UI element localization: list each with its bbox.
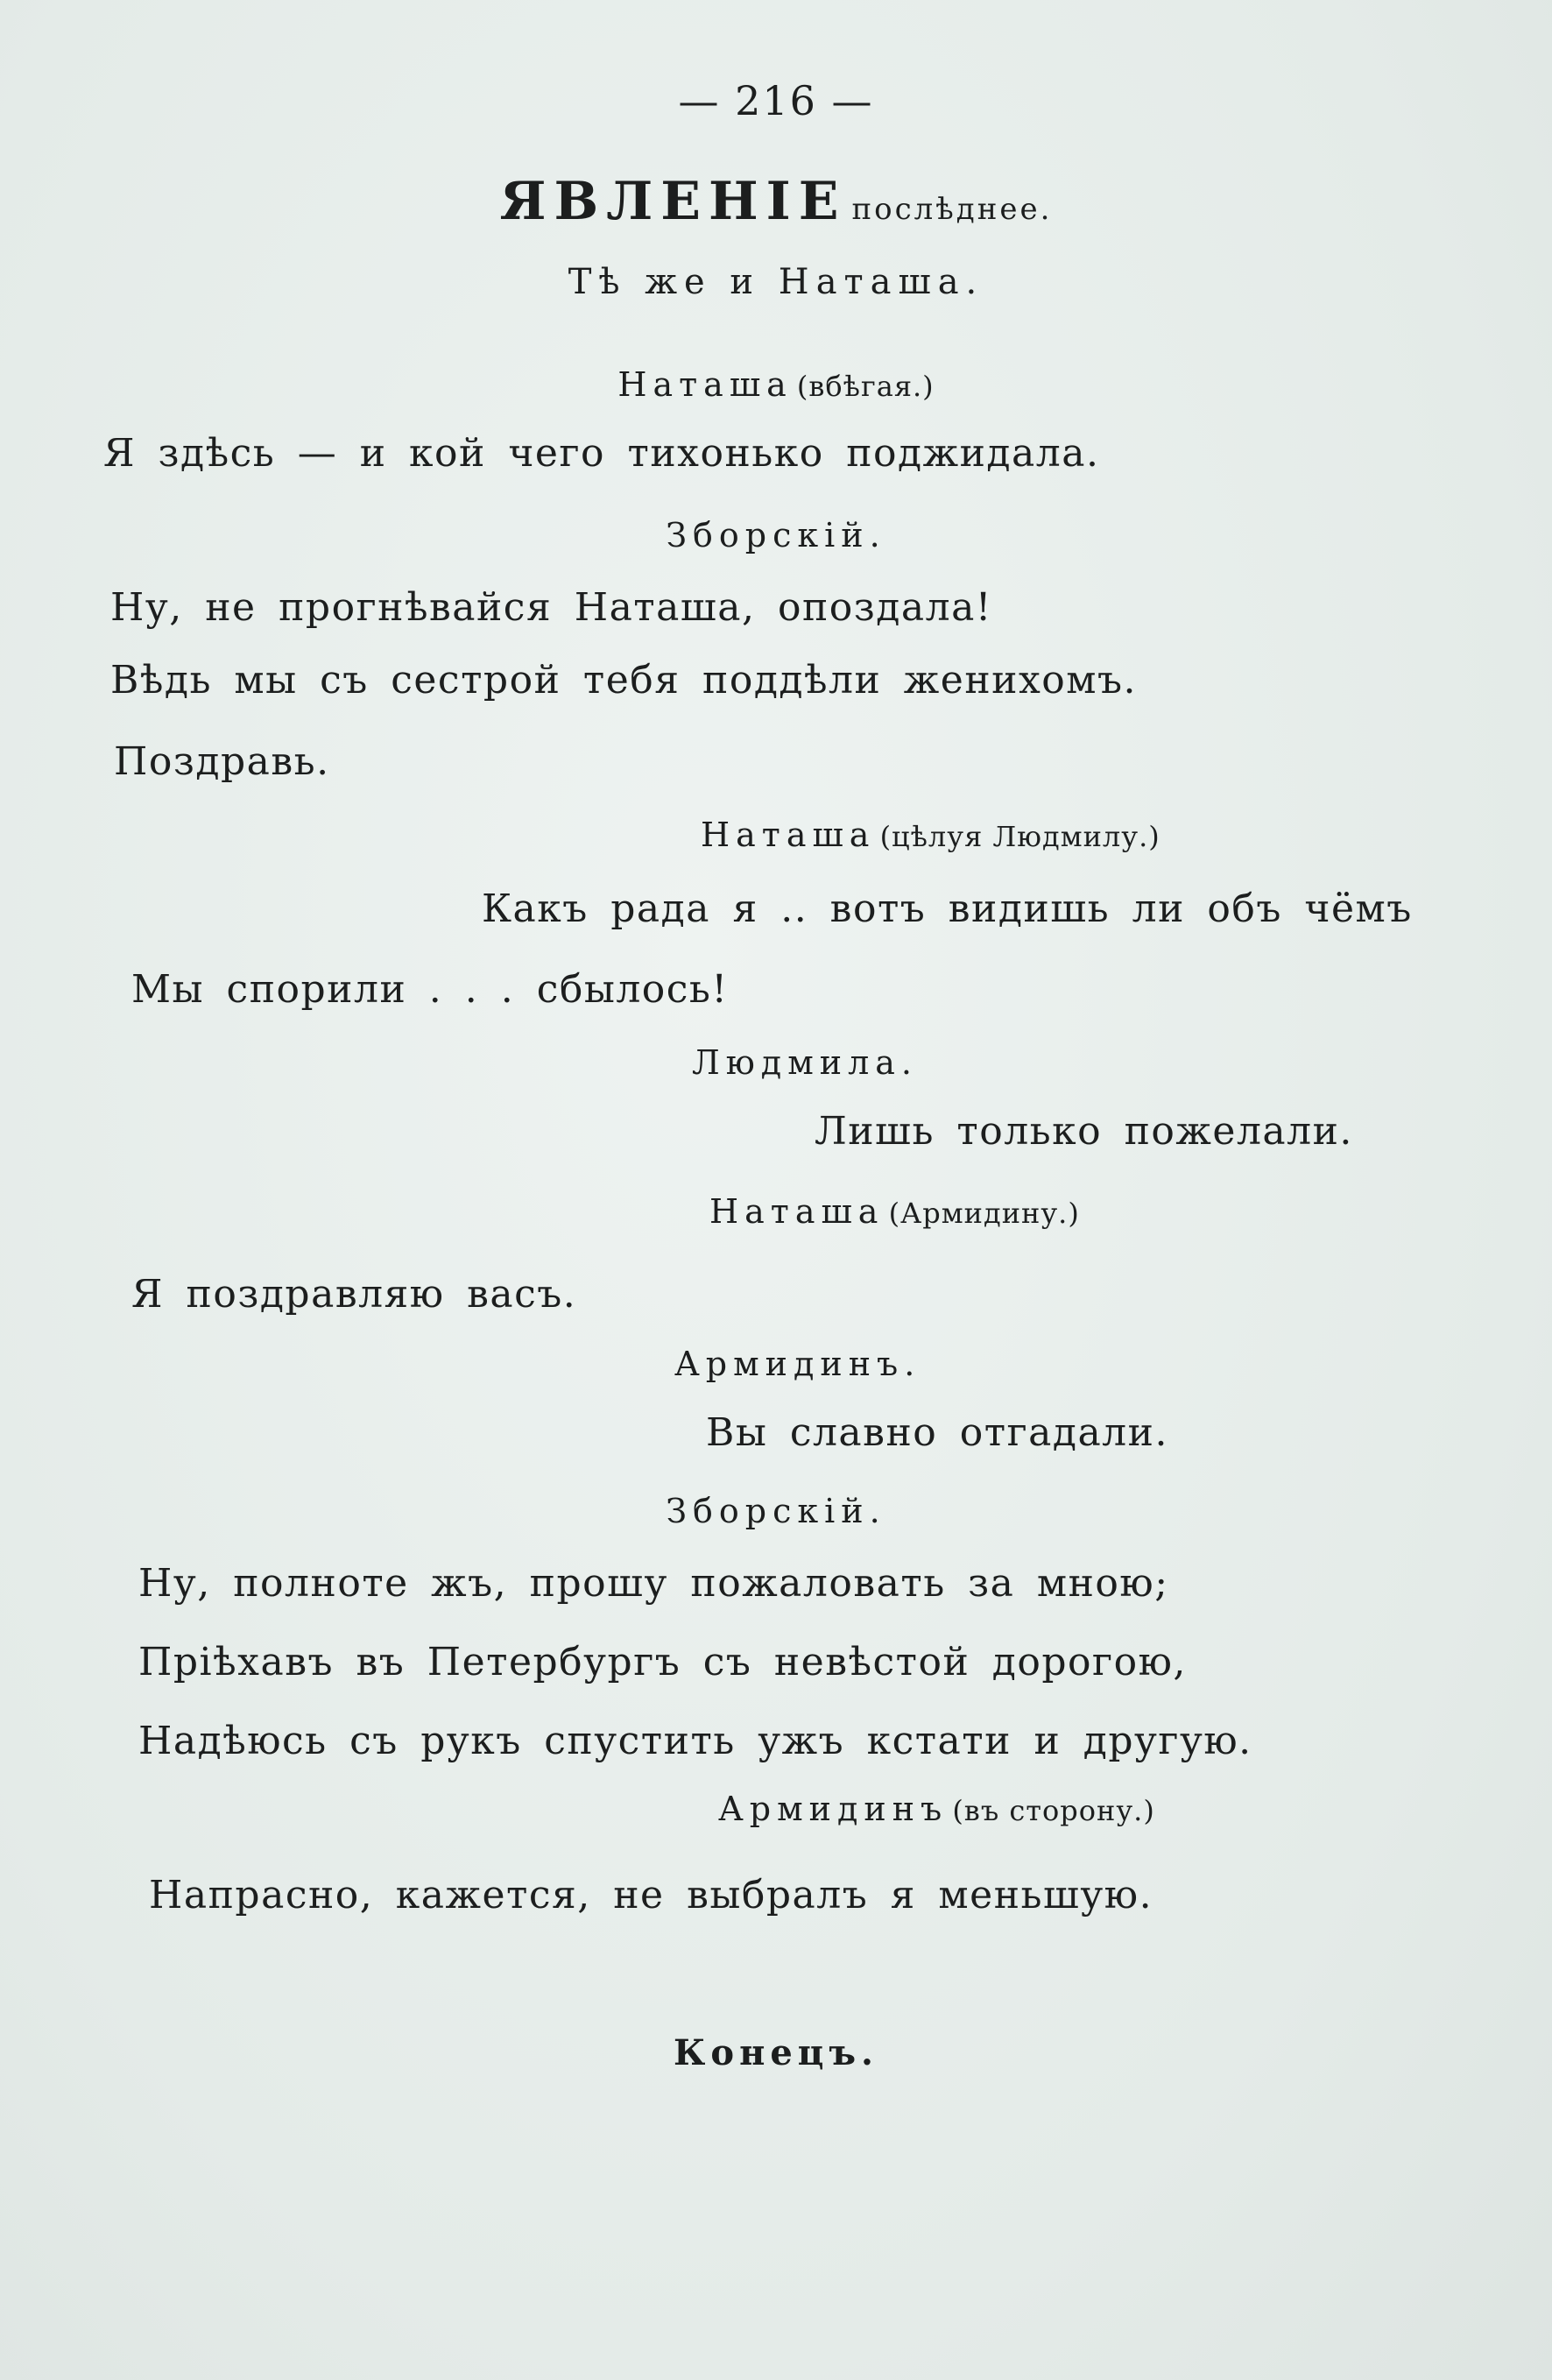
scene-subtitle: послѣднее. bbox=[851, 192, 1053, 227]
verse-line: Лишь только пожелали. bbox=[815, 1109, 1353, 1154]
speaker-name: Наташа bbox=[709, 1192, 885, 1231]
verse-line: Мы спорили . . . сбылось! bbox=[131, 967, 729, 1012]
verse-line: Вѣдь мы съ сестрой тебя поддѣли женихомъ. bbox=[110, 658, 1137, 703]
speaker-name: Зборскій. bbox=[666, 1492, 886, 1530]
speaker-name: Людмила. bbox=[692, 1043, 918, 1082]
scene-title: ЯВЛЕНІЕ bbox=[499, 171, 847, 232]
stage-direction: (въ сторону.) bbox=[952, 1794, 1155, 1827]
speaker-name: Наташа bbox=[701, 816, 876, 854]
stage-direction: (Армидину.) bbox=[888, 1197, 1080, 1230]
speaker-name: Зборскій. bbox=[666, 516, 886, 554]
scene-heading bbox=[0, 171, 1552, 232]
verse-line: Ну, не прогнѣвайся Наташа, опоздала! bbox=[110, 585, 992, 630]
stage-direction: (вбѣгая.) bbox=[796, 370, 935, 403]
speaker-heading bbox=[0, 365, 1552, 404]
verse-line: Вы славно отгадали. bbox=[706, 1410, 1168, 1455]
scene-cast: Тѣ же и Наташа. bbox=[568, 262, 984, 302]
speaker-heading bbox=[701, 816, 1160, 854]
page-number: — 216 — bbox=[678, 77, 874, 124]
speaker-name: Наташа bbox=[617, 365, 793, 404]
verse-line: Пріѣхавъ въ Петербургъ съ невѣстой дорогою, bbox=[138, 1640, 1187, 1684]
speaker-name: Армидинъ bbox=[718, 1790, 949, 1828]
speaker-heading bbox=[709, 1192, 1080, 1231]
verse-line: Надѣюсь съ рукъ спустить ужъ кстати и другую. bbox=[138, 1719, 1252, 1763]
verse-line: Я поздравляю васъ. bbox=[131, 1272, 577, 1317]
stage-direction: (цѣлуя Людмилу.) bbox=[879, 820, 1160, 853]
speaker-heading bbox=[718, 1792, 1155, 1826]
the-end-title: Конецъ. bbox=[674, 2032, 878, 2073]
speaker-name: Армидинъ. bbox=[674, 1345, 921, 1383]
verse-line: Поздравь. bbox=[114, 739, 330, 784]
verse-line: Я здѣсь — и кой чего тихонько поджидала. bbox=[103, 431, 1100, 476]
verse-line: Напрасно, кажется, не выбралъ я меньшую. bbox=[149, 1873, 1153, 1917]
verse-line: Какъ рада я .. вотъ видишь ли объ чёмъ bbox=[482, 886, 1413, 931]
verse-line: Ну, полноте жъ, прошу пожаловать за мною; bbox=[138, 1561, 1169, 1606]
